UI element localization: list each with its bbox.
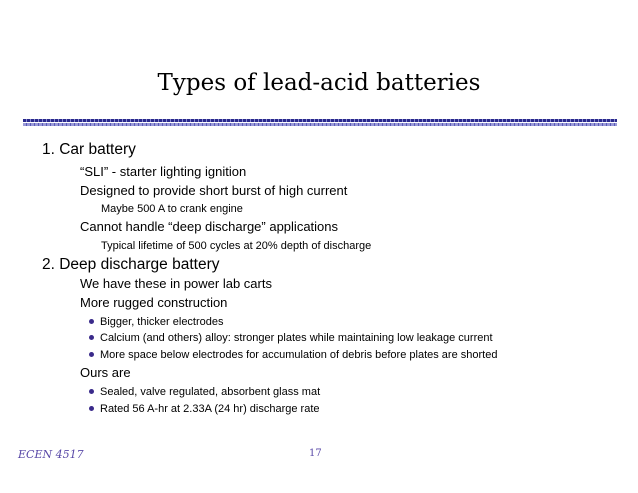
bullet-text: Bigger, thicker electrodes xyxy=(100,316,224,328)
list-item xyxy=(89,349,497,361)
divider-line-top xyxy=(23,119,617,122)
item2-sub1: We have these in power lab carts xyxy=(80,276,272,291)
title-divider xyxy=(23,119,617,127)
bullet-icon xyxy=(89,319,94,324)
item2-heading: 2. Deep discharge battery xyxy=(42,256,220,273)
slide-title: Types of lead-acid batteries xyxy=(157,70,481,96)
item1-sub3-detail: Typical lifetime of 500 cycles at 20% depth of discharge xyxy=(101,240,372,252)
item2-sub3: Ours are xyxy=(80,365,131,380)
bullet-icon xyxy=(89,335,94,340)
bullet-text: Calcium (and others) alloy: stronger plates while maintaining low leakage current xyxy=(100,332,493,344)
bullet-text: Sealed, valve regulated, absorbent glass mat xyxy=(100,386,321,398)
bullet-text: Rated 56 A-hr at 2.33A (24 hr) discharge rate xyxy=(100,403,320,415)
list-item xyxy=(89,316,224,328)
list-item xyxy=(89,403,320,415)
bullet-icon xyxy=(89,389,94,394)
item1-heading: 1. Car battery xyxy=(42,141,136,158)
item2-sub2: More rugged construction xyxy=(80,295,228,310)
bullet-text: More space below electrodes for accumulation of debris before plates are shorted xyxy=(100,349,498,361)
item1-sub3: Cannot handle “deep discharge” applications xyxy=(80,219,339,234)
bullet-icon xyxy=(89,406,94,411)
item1-sub1: “SLI” - starter lighting ignition xyxy=(80,164,247,179)
divider-line-bottom xyxy=(23,123,617,126)
list-item xyxy=(89,332,493,344)
item1-sub2-detail: Maybe 500 A to crank engine xyxy=(101,203,243,215)
bullet-icon xyxy=(89,352,94,357)
page-number: 17 xyxy=(309,448,322,459)
footer-course-label: ECEN 4517 xyxy=(18,448,84,461)
item1-sub2: Designed to provide short burst of high current xyxy=(80,183,348,198)
list-item xyxy=(89,386,320,398)
